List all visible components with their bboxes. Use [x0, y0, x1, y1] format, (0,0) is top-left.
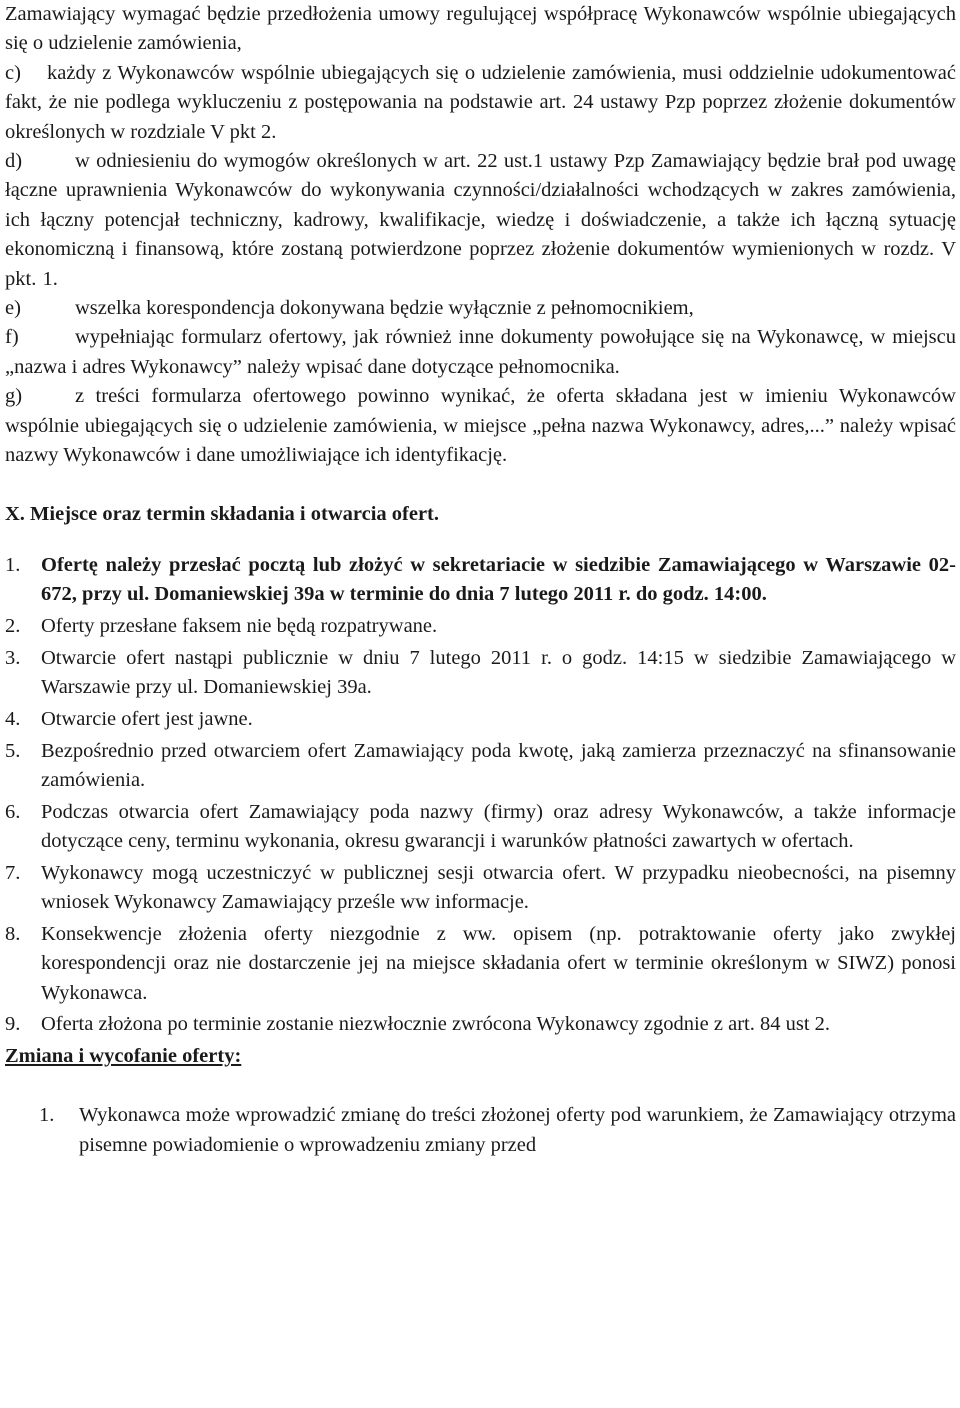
clause-g: g) z treści formularza ofertowego powinno wynikać, że oferta składana jest w imieniu Wykonawców wspólnie ubiegających się o udzielenie zamówienia, w miejsce „pełna nazwa Wykonawcy, adres,...” należy wpisać nazwy Wykonawców i dane umożliwiające ich identyfikację.	[5, 382, 956, 470]
list-item-number: 6.	[5, 800, 21, 823]
list-item-number: 1.	[5, 553, 21, 576]
numbered-list-2	[5, 1101, 956, 1160]
list-item-text: Oferty przesłane faksem nie będą rozpatrywane.	[41, 615, 438, 638]
list-item-text: Konsekwencje złożenia oferty niezgodnie z ww. opisem (np. potraktowanie oferty jako zwykłej korespondencji oraz nie dostarczenie jej na miejsce składania ofert w terminie określonym w SIWZ) ponosi Wykonawca.	[41, 922, 956, 1004]
list-item-number: 3.	[5, 646, 21, 669]
section-heading: X. Miejsce oraz termin składania i otwarcia ofert.	[5, 502, 439, 525]
list-item	[5, 920, 956, 1008]
clause-f: f) wypełniając formularz ofertowy, jak również inne dokumenty powołujące się na Wykonawcę, w miejscu „nazwa i adres Wykonawcy” należy wpisać dane dotyczące pełnomocnika.	[5, 323, 956, 382]
subheading: Zmiana i wycofanie oferty:	[5, 1045, 242, 1068]
clause-e	[5, 294, 956, 323]
clause-d: d) w odniesieniu do wymogów określonych w art. 22 ust.1 ustawy Pzp Zamawiający będzie brał pod uwagę łączne uprawnienia Wykonawców do wykonywania czynności/działalności wchodzących w zakres zamówienia, ich łączny potencjał techniczny, kadrowy, kwalifikacje, wiedzę i doświadczenie, a także ich łączną sytuację ekonomiczną i finansową, które zostaną potwierdzone poprzez złożenie dokumentów wymienionych w rozdz. V pkt. 1.	[5, 147, 956, 294]
list-item-text: Otwarcie ofert nastąpi publicznie w dniu 7 lutego 2011 r. o godz. 14:15 w siedzibie Zamawiającego w Warszawie przy ul. Domaniewskiej 39a.	[41, 646, 956, 699]
list-item	[5, 612, 956, 641]
list-item-text: Ofertę należy przesłać pocztą lub złożyć w sekretariacie w siedzibie Zamawiającego w Warszawie 02-672, przy ul. Domaniewskiej 39a w terminie do dnia 7 lutego 2011 r. do godz. 14:00.	[41, 553, 956, 606]
list-item	[5, 551, 956, 610]
list-item-number: 9.	[5, 1013, 21, 1036]
clause-text: wypełniając formularz ofertowy, jak również inne dokumenty powołujące się na Wykonawcę, w miejscu „nazwa i adres Wykonawcy” należy wpisać dane dotyczące pełnomocnika.	[5, 326, 956, 378]
clause-text: każdy z Wykonawców wspólnie ubiegających się o udzielenie zamówienia, musi oddzielnie udokumentować fakt, że nie podlega wykluczeniu z postępowania na podstawie art. 24 ustawy Pzp poprzez złożenie dokumentów określonych w rozdziale V pkt 2.	[5, 61, 956, 143]
list-item-text: Wykonawca może wprowadzić zmianę do treści złożonej oferty pod warunkiem, że Zamawiający otrzyma pisemne powiadomienie o wprowadzeniu zmiany przed	[79, 1104, 956, 1156]
list-item-number: 4.	[5, 707, 21, 730]
list-item-number: 5.	[5, 739, 21, 762]
list-item-text: Oferta złożona po terminie zostanie niezwłocznie zwrócona Wykonawcy zgodnie z art. 84 ust 2.	[41, 1013, 831, 1036]
list-item	[5, 859, 956, 918]
intro-paragraph: Zamawiający wymagać będzie przedłożenia umowy regulującej współpracę Wykonawców wspólnie ubiegających się o udzielenie zamówienia,	[5, 3, 956, 55]
list-item-number: 7.	[5, 861, 21, 884]
list-item-text: Wykonawcy mogą uczestniczyć w publicznej sesji otwarcia ofert. W przypadku nieobecności, na pisemny wniosek Wykonawcy Zamawiający prześle ww informacje.	[41, 861, 956, 914]
list-item	[39, 1101, 956, 1160]
clause-text: w odniesieniu do wymogów określonych w art. 22 ust.1 ustawy Pzp Zamawiający będzie brał pod uwagę łączne uprawnienia Wykonawców do wykonywania czynności/działalności wchodzących w zakres zamówienia, ich łączny potencjał techniczny, kadrowy, kwalifikacje, wiedzę i doświadczenie, a także ich łączną sytuację ekonomiczną i finansową, które zostaną potwierdzone poprzez złożenie dokumentów wymienionych w rozdz. V pkt. 1.	[5, 150, 956, 290]
clause-c	[5, 59, 956, 147]
list-item-text: Otwarcie ofert jest jawne.	[41, 707, 253, 730]
clause-label: e)	[5, 297, 21, 320]
clause-label: c)	[5, 61, 21, 84]
list-item-number: 8.	[5, 922, 21, 945]
numbered-list	[5, 551, 956, 1040]
list-item	[5, 798, 956, 857]
list-item	[5, 737, 956, 796]
list-item-text: Podczas otwarcia ofert Zamawiający poda nazwy (firmy) oraz adresy Wykonawców, a także informacje dotyczące ceny, terminu wykonania, okresu gwarancji i warunków płatności zawartych w ofertach.	[41, 800, 956, 853]
list-item-text: Bezpośrednio przed otwarciem ofert Zamawiający poda kwotę, jaką zamierza przeznaczyć na sfinansowanie zamówienia.	[41, 739, 956, 791]
list-item-number: 1.	[39, 1104, 55, 1127]
clause-text: wszelka korespondencja dokonywana będzie wyłącznie z pełnomocnikiem,	[75, 297, 694, 320]
clause-text: z treści formularza ofertowego powinno wynikać, że oferta składana jest w imieniu Wykonawców wspólnie ubiegających się o udzielenie zamówienia, w miejsce „pełna nazwa Wykonawcy, adres,...” należy wpisać nazwy Wykonawców i dane umożliwiające ich identyfikację.	[5, 385, 956, 467]
list-item	[5, 644, 956, 703]
list-item-number: 2.	[5, 615, 21, 638]
list-item	[5, 705, 956, 734]
list-item	[5, 1010, 956, 1039]
